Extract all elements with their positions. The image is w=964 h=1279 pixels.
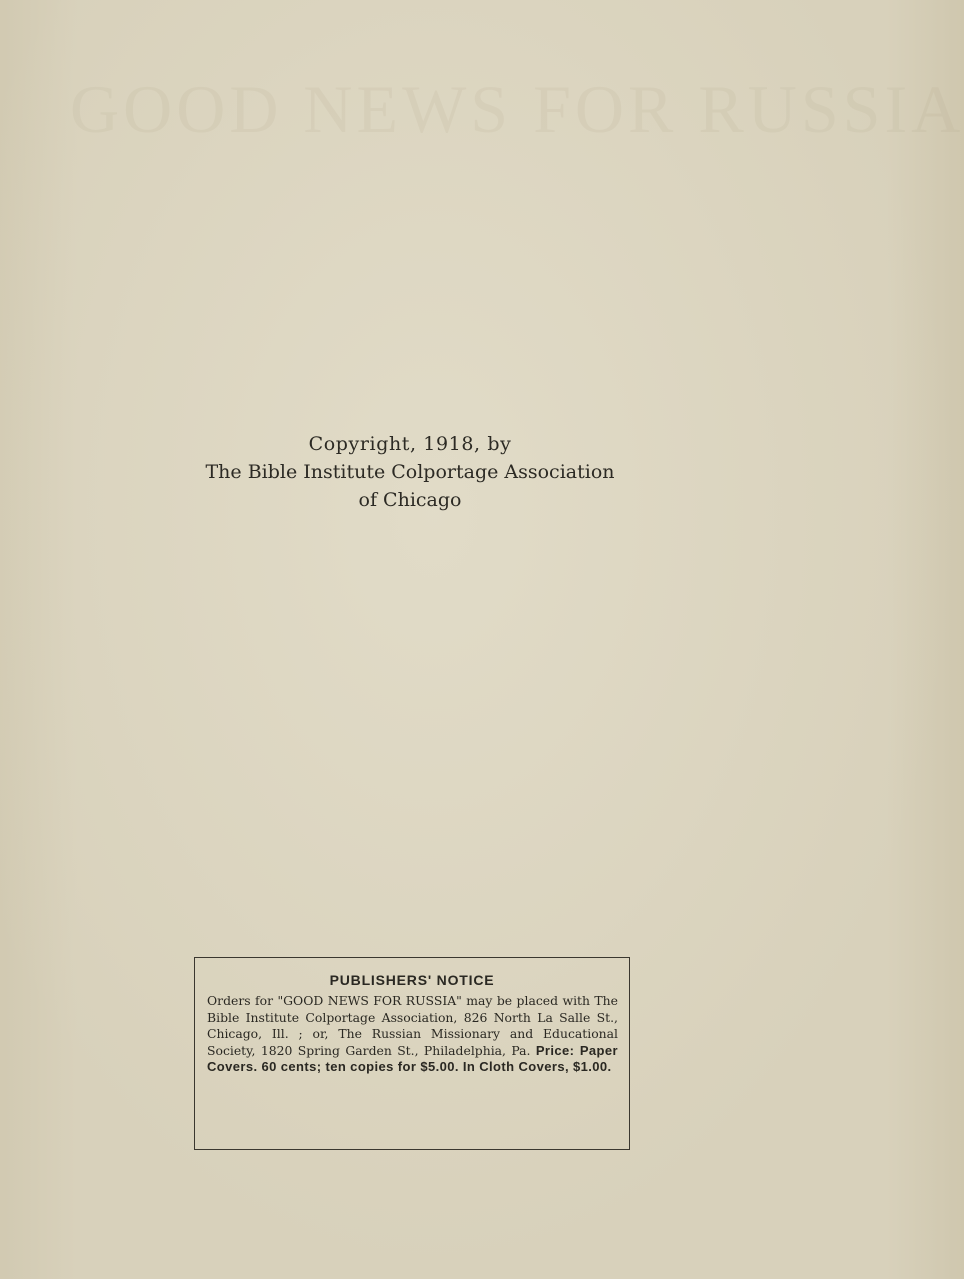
show-through-title: GOOD NEWS FOR RUSSIA <box>70 71 964 147</box>
copyright-line: Copyright, 1918, by <box>308 433 512 455</box>
notice-order-text: Orders for "GOOD NEWS FOR RUSSIA" may be placed with The Bible Institute Colportage Association, 826 North La Salle St., Chicago, Ill. ; or, The Russian Missionary and Educational Society, 1820 Spring Garden St., Philadelphia, Pa. <box>207 993 618 1058</box>
publishers-notice-box <box>194 957 630 1150</box>
publisher-city-line: of Chicago <box>358 489 462 511</box>
notice-top-rule <box>195 957 629 958</box>
copyright-block <box>160 430 660 514</box>
notice-bottom-rule <box>195 1149 629 1150</box>
notice-title: PUBLISHERS' NOTICE <box>329 972 495 988</box>
notice-body <box>207 993 618 1076</box>
publisher-line: The Bible Institute Colportage Association <box>205 461 615 483</box>
notice-price-text: Price: Paper Covers. 60 cents; ten copies for $5.00. In Cloth Covers, $1.00. <box>207 1042 618 1075</box>
